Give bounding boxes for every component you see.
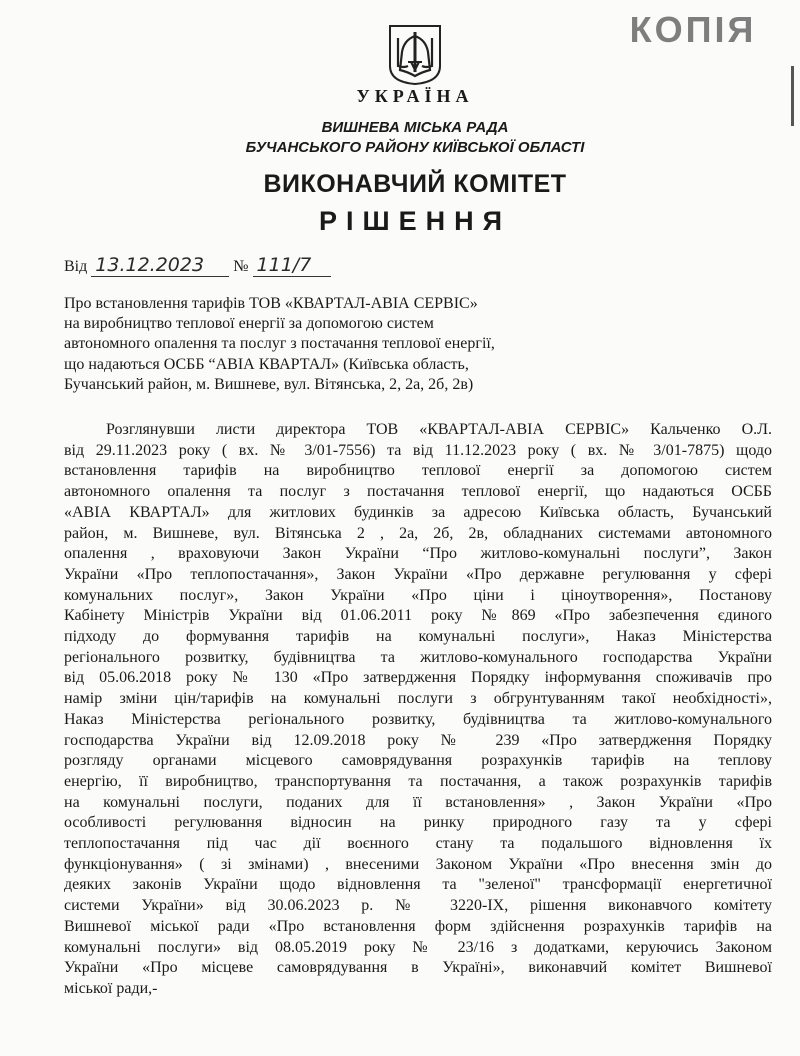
body-line: України «Про теплопостачання», Закон України «Про державне регулювання у сфері: [64, 565, 772, 583]
tryzub-icon: [384, 22, 446, 86]
body-line: встановлення тарифів на виробництво теплової енергії за допомогою систем: [64, 462, 772, 480]
decision-preamble: [64, 420, 772, 1000]
committee-title: ВИКОНАВЧИЙ КОМІТЕТ: [263, 170, 567, 198]
subject-line: автономного опалення та послуг з постачання теплової енергії,: [64, 335, 495, 353]
body-line: деяких законів України щодо відновлення та "зеленої" трансформації енергетичної: [64, 876, 772, 894]
body-line: особливості регулювання відносин на ринку природного газу та у сфері: [64, 814, 772, 832]
body-line: господарства України від 12.09.2018 року № 239 «Про затвердження Порядку: [64, 731, 772, 749]
body-line: розгляду органами місцевого самоврядування розрахунків тарифів на теплову: [64, 752, 772, 770]
subject-line: на виробництво теплової енергії за допомогою систем: [64, 315, 434, 333]
body-line: регіонального розвитку, будівництва та житлово-комунального господарства України: [64, 648, 772, 666]
copy-stamp: КОПІЯ: [629, 9, 757, 50]
body-line: міської ради,-: [64, 979, 158, 997]
subject-line: Бучанський район, м. Вишневе, вул. Вітянська, 2, 2а, 2б, 2в): [64, 375, 474, 393]
body-line: на комунальні послуги, поданих для її встановлення» , Закон України «Про: [64, 793, 772, 811]
body-line: від 29.11.2023 року ( вх. № 3/01-7556) та від 11.12.2023 року ( вх. № 3/01-7875) щодо: [64, 441, 772, 459]
subject-line: Про встановлення тарифів ТОВ «КВАРТАЛ-АВІА СЕРВІС»: [64, 295, 478, 312]
body-line: Наказ Міністерства регіонального розвитку, будівництва та житлово-комунального: [64, 710, 772, 728]
decision-number: 111/7: [253, 254, 331, 277]
body-line: район, м. Вишневе, вул. Вітянська 2 , 2а, 2б, 2в, обладнаних системами автономного: [64, 524, 772, 542]
subject-line: що надаються ОСББ “АВІА КВАРТАЛ» (Київська область,: [64, 355, 469, 373]
council-district: БУЧАНСЬКОГО РАЙОНУ КИЇВСЬКОЇ ОБЛАСТІ: [245, 139, 585, 156]
country-name: УКРАЇНА: [356, 86, 474, 106]
body-line: функціонування» ( зі змінами) , внесеними Законом України «Про внесення змін до: [64, 855, 772, 873]
body-line: Кабінету Міністрів України від 01.06.2011 року №869 «Про забезпечення єдиного: [64, 607, 772, 625]
body-line: опалення , враховуючи Закон України “Про житлово-комунальні послуги”, Закон: [64, 545, 772, 563]
body-line: намір зміни цін/тарифів на комунальні послуги з обгрунтуванням такої необхідності»,: [64, 690, 772, 708]
body-line: Розглянувши листи директора ТОВ «КВАРТАЛ-АВІА СЕРВІС» Кальченко О.Л.: [106, 421, 772, 438]
body-line: Вишневої міської ради «Про встановлення форм здійснення розрахунків тарифів на: [64, 917, 772, 935]
date-number-line: [64, 254, 331, 280]
body-line: комунальних послуг», Закон України «Про ціни і ціноутворення», Постанову: [64, 586, 772, 604]
body-line: від 05.06.2018 року № 130 «Про затвердження Порядку інформування споживачів про: [64, 669, 772, 687]
body-line: енергію, її виробництво, транспортування та постачання, а також розрахунків тарифів: [64, 772, 772, 790]
body-line: «АВІА КВАРТАЛ» для житлових будинків за адресою Київська область, Бучанський: [64, 503, 772, 521]
body-line: України «Про місцеве самоврядування в Україні», виконавчий комітет Вишневої: [64, 959, 772, 977]
decision-title: РІШЕННЯ: [318, 206, 512, 236]
body-line: комунальні послуги» від 08.05.2019 року № 23/16 з додатками, керуючись Законом: [64, 938, 772, 956]
body-line: автономного опалення та послуг з постачання теплової енергії, що надаються ОСББ: [64, 483, 772, 501]
council-name: ВИШНЕВА МІСЬКА РАДА: [321, 119, 509, 136]
body-line: системи України» від 30.06.2023 р. № 3220-IX, рішення виконавчого комітету: [64, 897, 772, 915]
number-label: №: [233, 258, 249, 275]
decision-subject: [64, 294, 495, 395]
decision-date: 13.12.2023: [91, 254, 229, 277]
body-line: підходу до формування тарифів на комунальні послуги», Наказ Міністерства: [64, 628, 772, 646]
date-label: Від: [64, 258, 88, 275]
body-line: теплопостачання під час дії воєнного стану та подальшого відновлення їх: [64, 835, 772, 853]
